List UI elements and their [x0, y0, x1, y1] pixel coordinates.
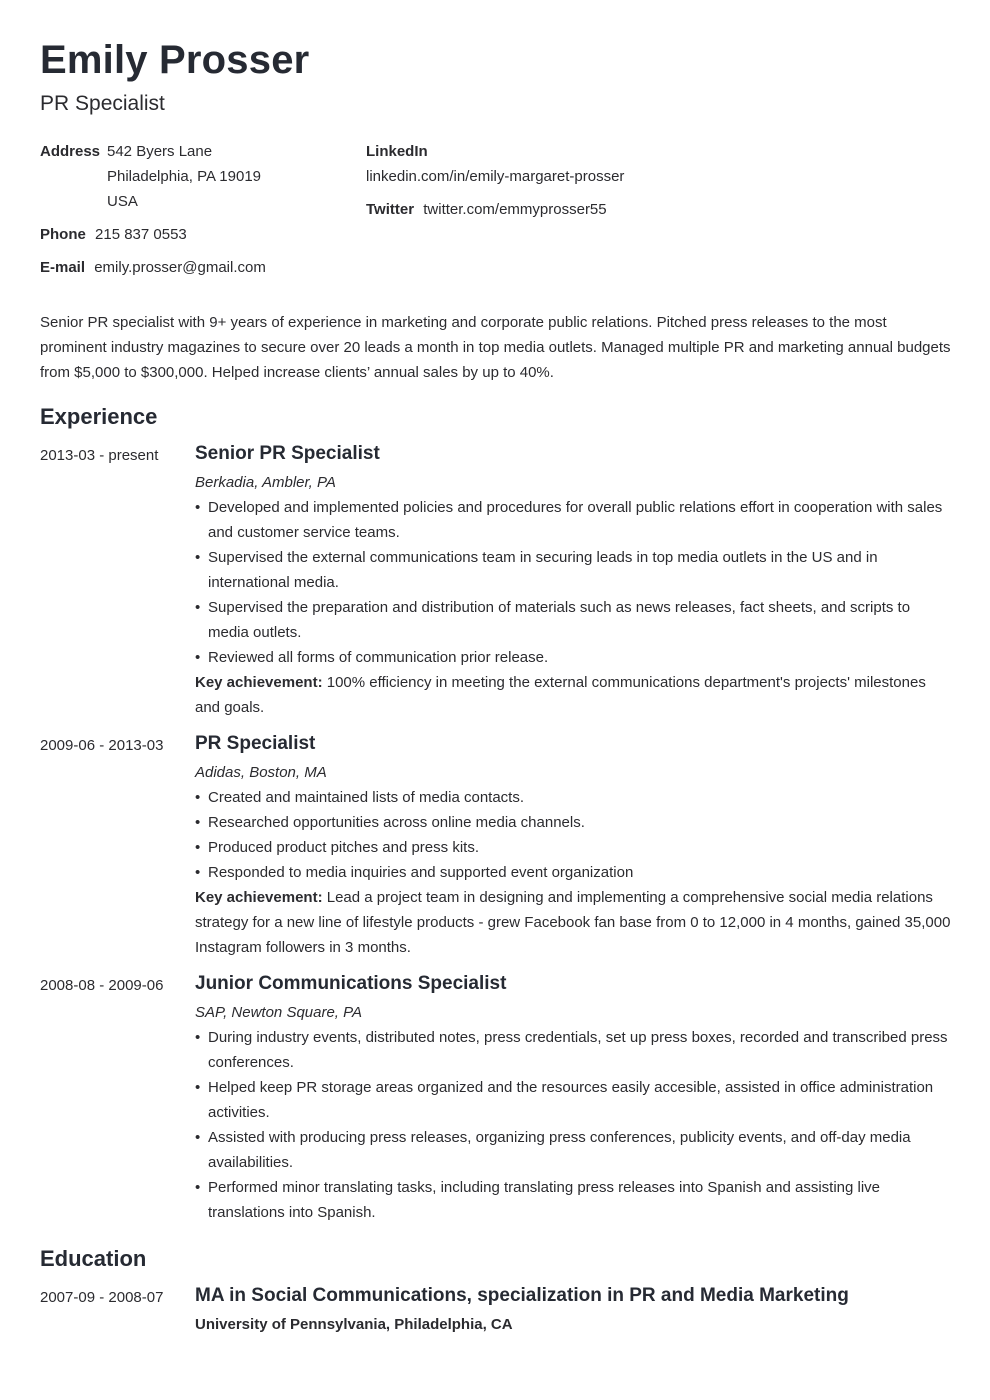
bullet-text: Created and maintained lists of media contacts. [208, 789, 525, 806]
key-achievement-text: Lead a project team in designing and implementing a comprehensive social media relations strategy for a new line of lifestyle products - grew Facebook fan base from 0 to 12,000 in 4 months, gained 35,000 Instagram followers in 3 months. [195, 889, 951, 956]
bullet-text: Assisted with producing press releases, organizing press conferences, publicity events, and off-day media availabilities. [208, 1129, 911, 1171]
job-details [195, 441, 952, 720]
contact-block [40, 139, 952, 289]
job-title: Junior Communications Specialist [195, 973, 507, 994]
job-employer: SAP, Newton Square, PA [195, 1004, 363, 1021]
job-bullets [195, 1025, 952, 1225]
key-achievement [195, 670, 952, 720]
job-employer: Berkadia, Ambler, PA [195, 474, 336, 491]
list-item [195, 810, 952, 835]
candidate-name: Emily Prosser [40, 38, 310, 82]
list-item [195, 785, 952, 810]
education-details [195, 1283, 952, 1337]
bullet-glyph: • [195, 499, 201, 516]
experience-heading: Experience [40, 404, 158, 429]
education-dates: 2007-09 - 2008-07 [40, 1289, 164, 1306]
list-item [195, 595, 952, 645]
address-lines [107, 139, 261, 214]
bullet-glyph: • [195, 864, 201, 881]
key-achievement-label: Key achievement: [195, 889, 323, 906]
job-employer: Adidas, Boston, MA [195, 764, 327, 781]
linkedin-label: LinkedIn [366, 143, 428, 160]
key-achievement-text: 100% efficiency in meeting the external communications department's projects' milestones and goals. [195, 674, 926, 716]
bullet-text: Performed minor translating tasks, including translating press releases into Spanish and assisting live translations into Spanish. [208, 1179, 881, 1221]
job-title: Senior PR Specialist [195, 443, 380, 464]
contact-address [40, 139, 100, 164]
linkedin-value: linkedin.com/in/emily-margaret-prosser [366, 168, 625, 185]
job-dates: 2008-08 - 2009-06 [40, 977, 164, 994]
education-degree: MA in Social Communications, specialization in PR and Media Marketing [195, 1285, 849, 1306]
bullet-text: During industry events, distributed notes, press credentials, set up press boxes, recorded and transcribed press conferences. [208, 1029, 948, 1071]
job-dates: 2013-03 - present [40, 447, 159, 464]
bullet-text: Supervised the preparation and distribution of materials such as news releases, fact sheets, and scripts to media outlets. [208, 599, 911, 641]
bullet-glyph: • [195, 1179, 201, 1196]
bullet-glyph: • [195, 839, 201, 856]
list-item [195, 1075, 952, 1125]
phone-label: Phone [40, 226, 86, 243]
bullet-text: Reviewed all forms of communication prior release. [208, 649, 549, 666]
contact-phone [40, 222, 187, 247]
bullet-glyph: • [195, 814, 201, 831]
bullet-glyph: • [195, 1079, 201, 1096]
job-bullets [195, 785, 952, 885]
bullet-text: Developed and implemented policies and procedures for overall public relations effort in cooperation with sales and customer service teams. [208, 499, 943, 541]
email-value: emily.prosser@gmail.com [94, 259, 266, 276]
job-dates: 2009-06 - 2013-03 [40, 737, 164, 754]
candidate-role: PR Specialist [40, 92, 165, 115]
education-school: University of Pennsylvania, Philadelphia, CA [195, 1316, 513, 1333]
bullet-glyph: • [195, 649, 201, 666]
address-line-3: USA [107, 193, 138, 210]
contact-twitter [366, 197, 607, 222]
list-item [195, 1025, 952, 1075]
bullet-glyph: • [195, 599, 201, 616]
list-item [195, 860, 952, 885]
twitter-value: twitter.com/emmyprosser55 [423, 201, 607, 218]
job-details [195, 971, 952, 1225]
list-item [195, 1175, 952, 1225]
address-line-2: Philadelphia, PA 19019 [107, 168, 262, 185]
education-heading: Education [40, 1246, 147, 1271]
address-line-1: 542 Byers Lane [107, 143, 213, 160]
list-item [195, 835, 952, 860]
bullet-glyph: • [195, 1129, 201, 1146]
address-label: Address [40, 143, 101, 160]
phone-value: 215 837 0553 [95, 226, 187, 243]
job-title: PR Specialist [195, 733, 316, 754]
bullet-text: Helped keep PR storage areas organized and the resources easily accesible, assisted in office administration activities. [208, 1079, 934, 1121]
bullet-text: Produced product pitches and press kits. [208, 839, 479, 856]
list-item [195, 645, 952, 670]
bullet-glyph: • [195, 1029, 201, 1046]
list-item [195, 1125, 952, 1175]
bullet-text: Supervised the external communications team in securing leads in top media outlets in the US and in international media. [208, 549, 878, 591]
list-item [195, 545, 952, 595]
job-bullets [195, 495, 952, 670]
bullet-glyph: • [195, 789, 201, 806]
key-achievement-label: Key achievement: [195, 674, 323, 691]
contact-linkedin [366, 139, 624, 189]
bullet-text: Responded to media inquiries and supported event organization [208, 864, 634, 881]
bullet-text: Researched opportunities across online media channels. [208, 814, 585, 831]
contact-email [40, 255, 266, 280]
email-label: E-mail [40, 259, 86, 276]
professional-summary: Senior PR specialist with 9+ years of experience in marketing and corporate public relations. Pitched press releases to the most prominent industry magazines to secure over 20 leads a month in top media outlets. Managed multiple PR and marketing annual budgets from $5,000 to $300,000. Helped increase clients’ annual sales by up to 40%. [40, 314, 951, 381]
key-achievement [195, 885, 952, 960]
bullet-glyph: • [195, 549, 201, 566]
job-details [195, 731, 952, 960]
list-item [195, 495, 952, 545]
twitter-label: Twitter [366, 201, 415, 218]
